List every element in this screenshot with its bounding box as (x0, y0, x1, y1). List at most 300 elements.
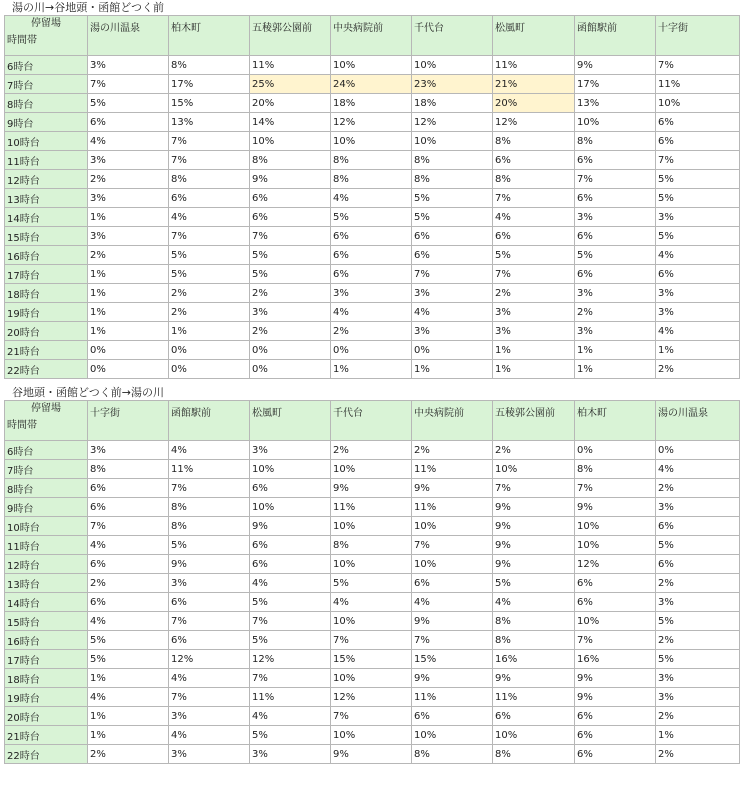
ratio-cell: 11% (169, 460, 250, 479)
ratio-cell: 1% (88, 669, 169, 688)
ratio-cell: 9% (250, 170, 331, 189)
time-slot-label: 13時台 (5, 574, 88, 593)
stop-header: 柏木町 (169, 16, 250, 56)
time-slot-label: 14時台 (5, 208, 88, 227)
table-row (5, 265, 740, 284)
ratio-cell: 6% (412, 707, 493, 726)
ratio-cell: 7% (331, 707, 412, 726)
ratio-cell: 10% (493, 460, 575, 479)
ratio-cell: 5% (169, 536, 250, 555)
ratio-cell: 12% (331, 688, 412, 707)
corner-stop-label: 停留場 (31, 403, 61, 414)
stop-header: 千代台 (331, 401, 412, 441)
ratio-cell: 3% (169, 745, 250, 764)
ratio-cell: 6% (656, 265, 740, 284)
ratio-cell: 4% (250, 574, 331, 593)
ratio-cell: 8% (88, 460, 169, 479)
ratio-cell: 4% (169, 441, 250, 460)
ratio-cell: 9% (412, 612, 493, 631)
ratio-cell: 3% (656, 669, 740, 688)
ratio-cell: 7% (331, 631, 412, 650)
ratio-cell: 1% (575, 341, 656, 360)
stop-header: 十字街 (88, 401, 169, 441)
ratio-cell: 3% (575, 208, 656, 227)
ratio-cell: 8% (169, 56, 250, 75)
ratio-cell: 1% (656, 341, 740, 360)
ratio-cell: 1% (88, 707, 169, 726)
ratio-cell: 8% (331, 170, 412, 189)
ratio-cell: 1% (88, 208, 169, 227)
ratio-cell: 9% (493, 555, 575, 574)
time-slot-label: 21時台 (5, 341, 88, 360)
ratio-cell: 10% (331, 726, 412, 745)
time-slot-label: 11時台 (5, 151, 88, 170)
ratio-cell: 10% (250, 132, 331, 151)
table-row (5, 650, 740, 669)
ratio-cell: 2% (656, 479, 740, 498)
ratio-cell: 7% (88, 75, 169, 94)
ratio-cell: 6% (575, 707, 656, 726)
table-header (5, 401, 740, 441)
time-slot-label: 12時台 (5, 170, 88, 189)
table-row (5, 284, 740, 303)
ratio-cell: 8% (493, 745, 575, 764)
ratio-cell: 5% (656, 227, 740, 246)
ratio-cell: 6% (493, 227, 575, 246)
time-slot-label: 16時台 (5, 631, 88, 650)
time-slot-label: 17時台 (5, 650, 88, 669)
stop-header: 五稜郭公園前 (493, 401, 575, 441)
stop-header: 中央病院前 (412, 401, 493, 441)
ratio-cell: 3% (250, 745, 331, 764)
ratio-cell: 5% (493, 246, 575, 265)
ratio-cell: 1% (88, 726, 169, 745)
ratio-cell: 11% (493, 688, 575, 707)
ratio-cell: 5% (412, 189, 493, 208)
table-header (5, 16, 740, 56)
time-slot-label: 20時台 (5, 322, 88, 341)
ratio-cell: 8% (250, 151, 331, 170)
time-slot-label: 19時台 (5, 688, 88, 707)
ratio-cell: 18% (412, 94, 493, 113)
ratio-cell: 9% (412, 669, 493, 688)
ratio-cell: 1% (656, 726, 740, 745)
ratio-cell: 1% (493, 360, 575, 379)
ratio-cell: 4% (169, 208, 250, 227)
ratio-cell: 24% (331, 75, 412, 94)
ratio-cell: 3% (88, 151, 169, 170)
ratio-cell: 5% (656, 536, 740, 555)
ratio-cell: 11% (412, 460, 493, 479)
ratio-cell: 7% (412, 265, 493, 284)
table-row (5, 669, 740, 688)
ratio-cell: 4% (331, 593, 412, 612)
ratio-cell: 6% (575, 745, 656, 764)
ratio-cell: 8% (169, 517, 250, 536)
ratio-cell: 9% (493, 517, 575, 536)
ratio-cell: 9% (250, 517, 331, 536)
ratio-cell: 6% (88, 555, 169, 574)
ratio-cell: 6% (575, 593, 656, 612)
time-slot-label: 22時台 (5, 745, 88, 764)
table-row (5, 726, 740, 745)
time-slot-label: 6時台 (5, 56, 88, 75)
ratio-cell: 0% (575, 441, 656, 460)
ratio-cell: 8% (331, 536, 412, 555)
stop-header: 松風町 (493, 16, 575, 56)
ratio-cell: 8% (493, 170, 575, 189)
ratio-cell: 3% (656, 208, 740, 227)
ratio-cell: 12% (250, 650, 331, 669)
ratio-cell: 0% (412, 341, 493, 360)
ratio-cell: 1% (88, 303, 169, 322)
ratio-cell: 3% (656, 498, 740, 517)
ratio-cell: 8% (412, 170, 493, 189)
ratio-cell: 4% (493, 208, 575, 227)
ratio-cell: 25% (250, 75, 331, 94)
ratio-cell: 9% (331, 479, 412, 498)
table-row (5, 460, 740, 479)
ratio-cell: 3% (250, 441, 331, 460)
table-row (5, 94, 740, 113)
header-row (5, 16, 740, 56)
ratio-cell: 1% (412, 360, 493, 379)
ratio-cell: 8% (412, 745, 493, 764)
ratio-cell: 7% (575, 479, 656, 498)
ratio-cell: 6% (169, 631, 250, 650)
ratio-cell: 6% (88, 593, 169, 612)
ratio-cell: 7% (250, 669, 331, 688)
section-title-outbound: 谷地頭・函館どつく前→湯の川 (12, 386, 164, 399)
ratio-cell: 6% (331, 246, 412, 265)
ratio-cell: 8% (493, 631, 575, 650)
table-row (5, 707, 740, 726)
ratio-cell: 10% (331, 612, 412, 631)
ratio-cell: 0% (250, 360, 331, 379)
ratio-cell: 2% (493, 284, 575, 303)
ratio-cell: 4% (656, 460, 740, 479)
ratio-cell: 7% (169, 132, 250, 151)
ratio-cell: 5% (412, 208, 493, 227)
ratio-cell: 6% (331, 227, 412, 246)
table-row (5, 536, 740, 555)
table-row (5, 574, 740, 593)
ratio-cell: 3% (169, 707, 250, 726)
section-1 (0, 0, 743, 379)
ratio-cell: 6% (575, 574, 656, 593)
ratio-cell: 2% (250, 322, 331, 341)
ratio-cell: 7% (493, 479, 575, 498)
ratio-cell: 6% (656, 517, 740, 536)
stop-header: 湯の川温泉 (656, 401, 740, 441)
stop-header: 千代台 (412, 16, 493, 56)
ratio-cell: 8% (169, 498, 250, 517)
ratio-cell: 6% (169, 593, 250, 612)
ratio-cell: 21% (493, 75, 575, 94)
ratio-cell: 6% (656, 132, 740, 151)
ratio-cell: 10% (331, 555, 412, 574)
ratio-cell: 5% (169, 265, 250, 284)
ratio-cell: 6% (575, 151, 656, 170)
time-slot-label: 7時台 (5, 75, 88, 94)
ratio-cell: 1% (169, 322, 250, 341)
ratio-cell: 11% (250, 56, 331, 75)
ratio-cell: 11% (493, 56, 575, 75)
ratio-cell: 4% (331, 189, 412, 208)
ratio-cell: 10% (575, 612, 656, 631)
ratio-cell: 4% (412, 303, 493, 322)
table-row (5, 517, 740, 536)
stop-header: 函館駅前 (169, 401, 250, 441)
time-slot-label: 20時台 (5, 707, 88, 726)
ratio-cell: 2% (88, 170, 169, 189)
ratio-cell: 7% (169, 479, 250, 498)
ratio-cell: 1% (493, 341, 575, 360)
ratio-cell: 5% (250, 265, 331, 284)
ratio-cell: 5% (656, 612, 740, 631)
ratio-cell: 10% (331, 517, 412, 536)
ratio-cell: 0% (250, 341, 331, 360)
ratio-cell: 10% (412, 517, 493, 536)
ratio-cell: 1% (88, 322, 169, 341)
ratio-cell: 6% (88, 479, 169, 498)
ratio-cell: 7% (169, 151, 250, 170)
time-slot-label: 11時台 (5, 536, 88, 555)
time-slot-label: 19時台 (5, 303, 88, 322)
ratio-cell: 2% (250, 284, 331, 303)
time-slot-label: 6時台 (5, 441, 88, 460)
ratio-cell: 6% (575, 726, 656, 745)
ratio-cell: 4% (656, 246, 740, 265)
time-slot-label: 8時台 (5, 479, 88, 498)
table-row (5, 479, 740, 498)
ratio-cell: 2% (656, 631, 740, 650)
ratio-cell: 13% (575, 94, 656, 113)
ratio-cell: 6% (88, 498, 169, 517)
ratio-cell: 3% (575, 322, 656, 341)
ratio-cell: 11% (412, 498, 493, 517)
ratio-cell: 8% (493, 612, 575, 631)
ratio-cell: 2% (412, 441, 493, 460)
ratio-cell: 5% (575, 246, 656, 265)
ratio-cell: 2% (88, 246, 169, 265)
ratio-cell: 3% (88, 56, 169, 75)
ridership-table-inbound (4, 15, 740, 379)
time-slot-label: 9時台 (5, 498, 88, 517)
ratio-cell: 7% (169, 688, 250, 707)
ratio-cell: 7% (656, 56, 740, 75)
ratio-cell: 6% (575, 265, 656, 284)
ratio-cell: 10% (331, 460, 412, 479)
ratio-cell: 10% (412, 56, 493, 75)
ratio-cell: 4% (493, 593, 575, 612)
ratio-cell: 3% (88, 189, 169, 208)
ratio-cell: 3% (575, 284, 656, 303)
ratio-cell: 15% (331, 650, 412, 669)
ratio-cell: 7% (169, 227, 250, 246)
time-slot-label: 12時台 (5, 555, 88, 574)
table-row (5, 227, 740, 246)
ratio-cell: 23% (412, 75, 493, 94)
ratio-cell: 7% (250, 612, 331, 631)
ratio-cell: 5% (493, 574, 575, 593)
table-body (5, 441, 740, 764)
ratio-cell: 4% (412, 593, 493, 612)
ratio-cell: 10% (412, 726, 493, 745)
stop-header: 中央病院前 (331, 16, 412, 56)
ratio-cell: 11% (412, 688, 493, 707)
ratio-cell: 3% (493, 322, 575, 341)
ratio-cell: 10% (331, 669, 412, 688)
ratio-cell: 0% (656, 441, 740, 460)
section-title-inbound: 湯の川→谷地頭・函館どつく前 (12, 1, 164, 14)
time-slot-label: 21時台 (5, 726, 88, 745)
ratio-cell: 10% (575, 536, 656, 555)
time-slot-label: 17時台 (5, 265, 88, 284)
ratio-cell: 2% (656, 574, 740, 593)
stop-header: 湯の川温泉 (88, 16, 169, 56)
ratio-cell: 3% (250, 303, 331, 322)
stop-header: 五稜郭公園前 (250, 16, 331, 56)
ratio-cell: 7% (575, 631, 656, 650)
table-row (5, 56, 740, 75)
corner-time-label: 時間帯 (7, 420, 37, 431)
ratio-cell: 7% (250, 227, 331, 246)
ratio-cell: 6% (250, 189, 331, 208)
table-row (5, 360, 740, 379)
table-row (5, 113, 740, 132)
ratio-cell: 8% (575, 460, 656, 479)
ratio-cell: 3% (88, 227, 169, 246)
ratio-cell: 8% (169, 170, 250, 189)
ratio-cell: 11% (331, 498, 412, 517)
ratio-cell: 6% (656, 113, 740, 132)
ratio-cell: 11% (656, 75, 740, 94)
ratio-cell: 13% (169, 113, 250, 132)
time-slot-label: 15時台 (5, 227, 88, 246)
stop-header: 十字街 (656, 16, 740, 56)
ratio-cell: 2% (575, 303, 656, 322)
ratio-cell: 5% (331, 208, 412, 227)
ratio-cell: 9% (575, 56, 656, 75)
ratio-cell: 12% (575, 555, 656, 574)
ratio-cell: 10% (656, 94, 740, 113)
ratio-cell: 2% (169, 284, 250, 303)
ratio-cell: 12% (169, 650, 250, 669)
ratio-cell: 11% (250, 688, 331, 707)
ratio-cell: 4% (250, 707, 331, 726)
corner-header (5, 401, 88, 441)
ratio-cell: 2% (88, 745, 169, 764)
ridership-table-outbound (4, 400, 740, 764)
ratio-cell: 3% (656, 688, 740, 707)
ratio-cell: 20% (250, 94, 331, 113)
ratio-cell: 9% (575, 669, 656, 688)
ratio-cell: 9% (575, 498, 656, 517)
ratio-cell: 3% (331, 284, 412, 303)
header-row (5, 401, 740, 441)
ratio-cell: 2% (493, 441, 575, 460)
table-row (5, 555, 740, 574)
ratio-cell: 5% (250, 246, 331, 265)
ratio-cell: 3% (656, 593, 740, 612)
ratio-cell: 1% (331, 360, 412, 379)
ratio-cell: 5% (656, 189, 740, 208)
ratio-cell: 17% (169, 75, 250, 94)
table-body (5, 56, 740, 379)
ratio-cell: 7% (493, 189, 575, 208)
ratio-cell: 5% (250, 631, 331, 650)
ratio-cell: 1% (88, 284, 169, 303)
ratio-cell: 2% (656, 360, 740, 379)
ratio-cell: 6% (575, 189, 656, 208)
ratio-cell: 6% (493, 151, 575, 170)
ratio-cell: 3% (493, 303, 575, 322)
ratio-cell: 2% (331, 322, 412, 341)
ratio-cell: 5% (250, 593, 331, 612)
ratio-cell: 5% (250, 726, 331, 745)
ratio-cell: 15% (169, 94, 250, 113)
ratio-cell: 4% (88, 612, 169, 631)
ratio-cell: 6% (250, 555, 331, 574)
ratio-cell: 7% (412, 536, 493, 555)
ratio-cell: 6% (412, 227, 493, 246)
ratio-cell: 6% (656, 555, 740, 574)
ratio-cell: 6% (412, 246, 493, 265)
ratio-cell: 3% (656, 284, 740, 303)
ratio-cell: 16% (493, 650, 575, 669)
ratio-cell: 10% (412, 555, 493, 574)
ratio-cell: 5% (169, 246, 250, 265)
ratio-cell: 0% (331, 341, 412, 360)
time-slot-label: 22時台 (5, 360, 88, 379)
table-row (5, 132, 740, 151)
ratio-cell: 6% (493, 707, 575, 726)
ratio-cell: 6% (250, 536, 331, 555)
time-slot-label: 18時台 (5, 284, 88, 303)
ratio-cell: 10% (575, 517, 656, 536)
corner-time-label: 時間帯 (7, 35, 37, 46)
table-row (5, 688, 740, 707)
ratio-cell: 6% (575, 227, 656, 246)
ratio-cell: 7% (88, 517, 169, 536)
ratio-cell: 0% (88, 360, 169, 379)
ratio-cell: 9% (412, 479, 493, 498)
ratio-cell: 2% (331, 441, 412, 460)
table-row (5, 745, 740, 764)
ratio-cell: 18% (331, 94, 412, 113)
ratio-cell: 10% (575, 113, 656, 132)
stop-header: 松風町 (250, 401, 331, 441)
ratio-cell: 12% (493, 113, 575, 132)
table-row (5, 593, 740, 612)
table-row (5, 189, 740, 208)
section-2 (0, 385, 743, 764)
ratio-cell: 2% (88, 574, 169, 593)
ratio-cell: 4% (88, 132, 169, 151)
ratio-cell: 10% (493, 726, 575, 745)
table-row (5, 208, 740, 227)
ratio-cell: 3% (412, 284, 493, 303)
time-slot-label: 15時台 (5, 612, 88, 631)
ratio-cell: 7% (575, 170, 656, 189)
ratio-cell: 9% (493, 669, 575, 688)
ratio-cell: 0% (169, 360, 250, 379)
ratio-cell: 15% (412, 650, 493, 669)
ratio-cell: 3% (656, 303, 740, 322)
ratio-cell: 8% (331, 151, 412, 170)
ratio-cell: 1% (575, 360, 656, 379)
